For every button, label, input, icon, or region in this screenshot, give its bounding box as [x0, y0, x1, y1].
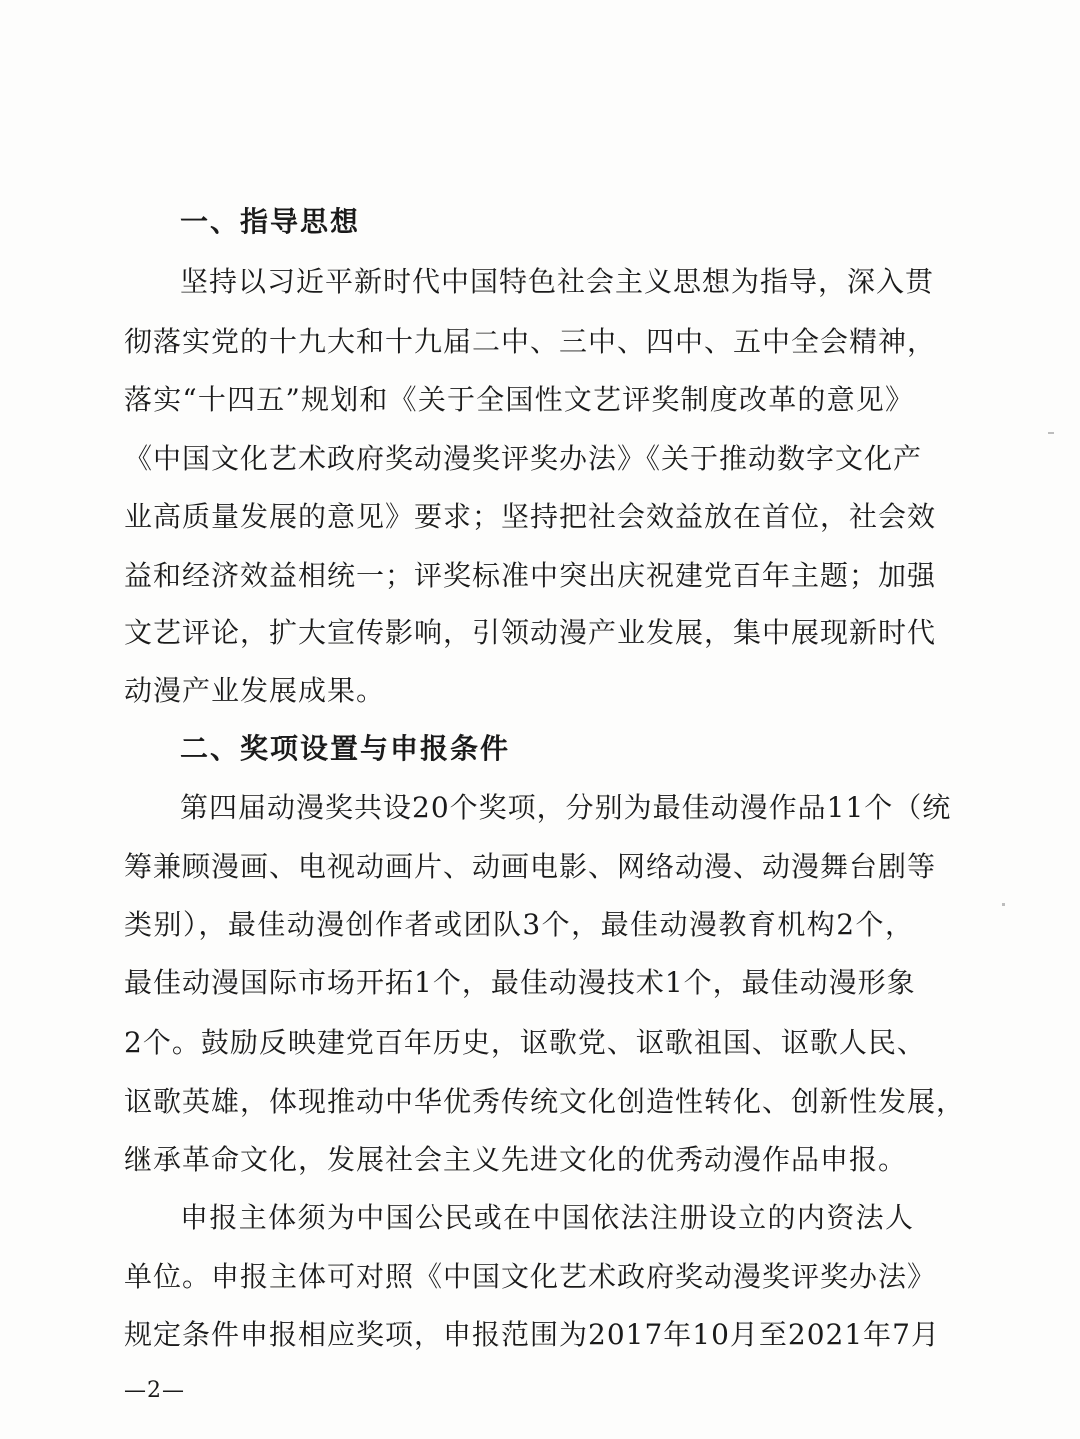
paragraph-line: 继承革命文化，发展社会主义先进文化的优秀动漫作品申报。: [124, 1143, 908, 1176]
paragraph-line: 落实“十四五”规划和《关于全国性文艺评奖制度改革的意见》: [124, 383, 914, 416]
paragraph-line: 讴歌英雄，体现推动中华优秀传统文化创造性转化、创新性发展，: [124, 1085, 966, 1118]
paragraph-line: 申报主体须为中国公民或在中国依法注册设立的内资法人: [180, 1201, 914, 1234]
scan-speck: [1048, 432, 1054, 434]
paragraph-line: 文艺评论，扩大宣传影响，引领动漫产业发展，集中展现新时代: [124, 616, 937, 649]
paragraph-line: 类别），最佳动漫创作者或团队3个，最佳动漫教育机构2个，: [124, 908, 914, 941]
paragraph-line: 益和经济效益相统一；评奖标准中突出庆祝建党百年主题；加强: [124, 559, 937, 592]
paragraph-line: 2个。鼓励反映建党百年历史，讴歌党、讴歌祖国、讴歌人民、: [124, 1026, 926, 1059]
paragraph-line: 动漫产业发展成果。: [124, 674, 386, 707]
paragraph-line: 第四届动漫奖共设20个奖项，分别为最佳动漫作品11个（统: [180, 791, 952, 824]
scan-speck: [1002, 903, 1005, 906]
paragraph-line: 《中国文化艺术政府奖动漫奖评奖办法》《关于推动数字文化产: [124, 442, 923, 475]
paragraph-line: 规定条件申报相应奖项，申报范围为2017年10月至2021年7月: [124, 1318, 940, 1351]
paragraph-line: 单位。申报主体可对照《中国文化艺术政府奖动漫奖评奖办法》: [124, 1260, 937, 1293]
paragraph-line: 筹兼顾漫画、电视动画片、动画电影、网络动漫、动漫舞台剧等: [124, 850, 937, 883]
section-heading-guiding-ideology: 一、指导思想: [180, 205, 361, 238]
section-heading-awards-and-conditions: 二、奖项设置与申报条件: [180, 732, 511, 765]
paragraph-line: 最佳动漫国际市场开拓1个，最佳动漫技术1个，最佳动漫形象: [124, 966, 916, 999]
page-number: —2—: [124, 1378, 185, 1403]
paragraph-line: 彻落实党的十九大和十九届二中、三中、四中、五中全会精神，: [124, 325, 937, 358]
paragraph-line: 业高质量发展的意见》要求；坚持把社会效益放在首位，社会效: [124, 500, 937, 533]
paragraph-line: 坚持以习近平新时代中国特色社会主义思想为指导，深入贯: [180, 265, 935, 298]
